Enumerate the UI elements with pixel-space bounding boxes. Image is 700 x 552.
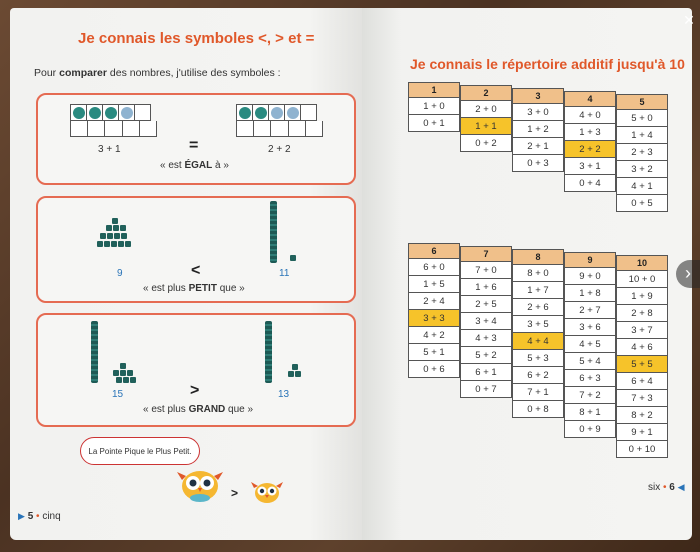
right-page-number: six • 6 ◀ bbox=[648, 482, 685, 493]
table-cell: 0 + 4 bbox=[564, 175, 616, 192]
table-column-10 bbox=[616, 255, 668, 458]
column-header: 10 bbox=[616, 255, 668, 271]
greater-than-caption: « est plus GRAND que » bbox=[143, 404, 254, 415]
table-cell: 4 + 3 bbox=[460, 330, 512, 347]
column-header: 9 bbox=[564, 252, 616, 268]
equal-caption: « est ÉGAL à » bbox=[160, 160, 229, 171]
table-cell: 5 + 1 bbox=[408, 344, 460, 361]
table-cell: 5 + 0 bbox=[616, 110, 668, 127]
table-cell: 2 + 1 bbox=[512, 138, 564, 155]
table-cell: 4 + 0 bbox=[564, 107, 616, 124]
next-page-arrow-icon[interactable]: › bbox=[676, 260, 700, 288]
table-cell: 7 + 0 bbox=[460, 262, 512, 279]
number-fifteen: 15 bbox=[112, 389, 124, 400]
highlighted-cell: 2 + 2 bbox=[564, 141, 616, 158]
table-cell: 5 + 3 bbox=[512, 350, 564, 367]
table-cell: 0 + 9 bbox=[564, 421, 616, 438]
number-eleven: 11 bbox=[279, 268, 290, 279]
column-header: 4 bbox=[564, 91, 616, 107]
column-header: 2 bbox=[460, 85, 512, 101]
table-column-2 bbox=[460, 85, 512, 152]
column-header: 3 bbox=[512, 88, 564, 104]
speech-bubble: La Pointe Pique le Plus Petit. bbox=[80, 437, 200, 465]
number-nine: 9 bbox=[117, 268, 123, 279]
number-thirteen: 13 bbox=[278, 389, 290, 400]
table-cell: 6 + 0 bbox=[408, 259, 460, 276]
table-cell: 7 + 3 bbox=[616, 390, 668, 407]
table-cell: 0 + 6 bbox=[408, 361, 460, 378]
table-cell: 7 + 2 bbox=[564, 387, 616, 404]
table-cell: 1 + 9 bbox=[616, 288, 668, 305]
table-cell: 0 + 1 bbox=[408, 115, 460, 132]
small-owl-icon bbox=[250, 478, 284, 504]
column-header: 5 bbox=[616, 94, 668, 110]
table-cell: 1 + 6 bbox=[460, 279, 512, 296]
table-cell: 7 + 1 bbox=[512, 384, 564, 401]
table-cell: 3 + 0 bbox=[512, 104, 564, 121]
table-column-7 bbox=[460, 246, 512, 398]
table-cell: 0 + 8 bbox=[512, 401, 564, 418]
table-column-9 bbox=[564, 252, 616, 438]
table-cell: 10 + 0 bbox=[616, 271, 668, 288]
column-header: 1 bbox=[408, 82, 460, 98]
table-cell: 1 + 8 bbox=[564, 285, 616, 302]
table-cell: 3 + 7 bbox=[616, 322, 668, 339]
equal-symbol: = bbox=[189, 137, 199, 154]
highlighted-cell: 1 + 1 bbox=[460, 118, 512, 135]
table-cell: 1 + 2 bbox=[512, 121, 564, 138]
close-icon[interactable]: ✕ bbox=[683, 12, 695, 28]
table-cell: 2 + 3 bbox=[616, 144, 668, 161]
table-cell: 1 + 7 bbox=[512, 282, 564, 299]
greater-than-symbol: > bbox=[190, 382, 200, 399]
table-cell: 1 + 0 bbox=[408, 98, 460, 115]
table-cell: 0 + 2 bbox=[460, 135, 512, 152]
table-cell: 2 + 0 bbox=[460, 101, 512, 118]
table-cell: 3 + 6 bbox=[564, 319, 616, 336]
table-cell: 8 + 1 bbox=[564, 404, 616, 421]
less-than-caption: « est plus PETIT que » bbox=[143, 283, 245, 294]
table-cell: 3 + 2 bbox=[616, 161, 668, 178]
left-page-number: ▶ 5 • cinq bbox=[18, 511, 61, 522]
table-cell: 4 + 1 bbox=[616, 178, 668, 195]
right-page-title: Je connais le répertoire additif jusqu'à 10 bbox=[410, 56, 685, 72]
column-header: 6 bbox=[408, 243, 460, 259]
table-column-1 bbox=[408, 82, 460, 132]
table-cell: 0 + 3 bbox=[512, 155, 564, 172]
table-column-8 bbox=[512, 249, 564, 418]
table-cell: 8 + 2 bbox=[616, 407, 668, 424]
table-cell: 0 + 5 bbox=[616, 195, 668, 212]
table-column-6 bbox=[408, 243, 460, 378]
table-column-5 bbox=[616, 94, 668, 212]
table-cell: 1 + 4 bbox=[616, 127, 668, 144]
table-cell: 2 + 8 bbox=[616, 305, 668, 322]
column-header: 7 bbox=[460, 246, 512, 262]
table-cell: 6 + 3 bbox=[564, 370, 616, 387]
highlighted-cell: 3 + 3 bbox=[408, 310, 460, 327]
table-cell: 5 + 4 bbox=[564, 353, 616, 370]
table-cell: 4 + 6 bbox=[616, 339, 668, 356]
column-header: 8 bbox=[512, 249, 564, 265]
table-column-4 bbox=[564, 91, 616, 192]
left-page-title: Je connais les symboles <, > et = bbox=[78, 30, 315, 47]
highlighted-cell: 4 + 4 bbox=[512, 333, 564, 350]
table-cell: 6 + 2 bbox=[512, 367, 564, 384]
table-cell: 9 + 0 bbox=[564, 268, 616, 285]
big-owl-icon bbox=[176, 462, 224, 504]
table-cell: 6 + 4 bbox=[616, 373, 668, 390]
table-cell: 3 + 5 bbox=[512, 316, 564, 333]
less-than-symbol: < bbox=[191, 262, 201, 279]
table-cell: 2 + 7 bbox=[564, 302, 616, 319]
table-cell: 3 + 4 bbox=[460, 313, 512, 330]
table-column-3 bbox=[512, 88, 564, 172]
left-sum-label: 3 + 1 bbox=[98, 144, 121, 155]
table-cell: 3 + 1 bbox=[564, 158, 616, 175]
intro-text: Pour comparer des nombres, j'utilise des symboles : bbox=[34, 67, 281, 79]
right-sum-label: 2 + 2 bbox=[268, 144, 291, 155]
table-cell: 1 + 3 bbox=[564, 124, 616, 141]
owl-comparison-symbol: > bbox=[231, 486, 239, 500]
table-cell: 0 + 10 bbox=[616, 441, 668, 458]
table-cell: 1 + 5 bbox=[408, 276, 460, 293]
table-cell: 4 + 5 bbox=[564, 336, 616, 353]
highlighted-cell: 5 + 5 bbox=[616, 356, 668, 373]
table-cell: 8 + 0 bbox=[512, 265, 564, 282]
table-cell: 2 + 5 bbox=[460, 296, 512, 313]
table-cell: 6 + 1 bbox=[460, 364, 512, 381]
table-cell: 5 + 2 bbox=[460, 347, 512, 364]
table-cell: 9 + 1 bbox=[616, 424, 668, 441]
table-cell: 0 + 7 bbox=[460, 381, 512, 398]
table-cell: 2 + 4 bbox=[408, 293, 460, 310]
table-cell: 4 + 2 bbox=[408, 327, 460, 344]
table-cell: 2 + 6 bbox=[512, 299, 564, 316]
